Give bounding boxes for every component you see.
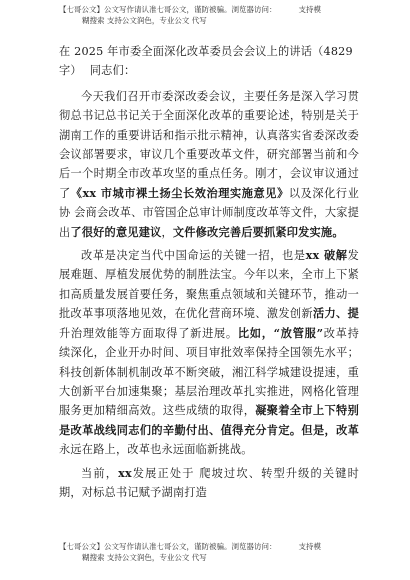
para3-bold-1: xx — [118, 465, 132, 480]
para2-bold-1: xx 破解 — [305, 248, 348, 263]
para2-text-12: 永远在路上，改革也永远面临新挑战。 — [59, 443, 253, 457]
para2-bold-5: 是改革战线同志们的辛勤付出、值得充分肯定。但是， — [59, 422, 337, 437]
para1-comma: ， — [161, 225, 173, 239]
para1-text-1: 今天我们召开市委深改委会议，主要任务是深入学习贯彻总书记总书记关于全面深化改革的重要论述，特别是关于湖南工作的重要讲话和指示批示精神，认真落实省委深改委会议部署要求，审议几个重要改革文件，研究部署当前和今后一个时期全市改革攻坚的重点任务。刚才，会议审议通过了 — [59, 89, 359, 200]
para2-text-1: 改革是决定当代中国命运的关键一招，也是 — [81, 249, 306, 263]
banner-bottom-line-2: 糊搜索 支持公文润色，专业公文 代写 — [82, 553, 207, 562]
para2-bold-4: 凝聚着全市上下特别 — [255, 403, 359, 418]
para1-document-title: 《xx 市城市裸土扬尘长效治理实施意见》 — [70, 185, 289, 200]
para2-bold-3: 比如，“放管服” — [237, 325, 324, 340]
paragraph-1 — [59, 87, 359, 242]
para2-bold-2: 活力、提 — [312, 306, 359, 321]
salutation: 同志们： — [89, 64, 136, 78]
banner-top-line-1 — [59, 4, 321, 15]
para2-text-3: 发 展难题、厚植发展优势的制胜法宝。今年以来，全市上下紧 扣高质量发展首要任务，聚焦重点领域和关键环节，推动一 批改革事项落地见效，在优化营商环境、激发创新 — [59, 249, 359, 321]
para1-bold-1: 了很好的意见建议 — [70, 224, 162, 239]
speech-title-wordcount: 字） — [59, 64, 82, 78]
paragraph-2 — [59, 246, 359, 459]
document-body — [59, 42, 359, 502]
banner-bottom-text-b: 支持模 — [298, 542, 321, 551]
banner-top-text-b: 支持模 — [298, 5, 321, 14]
banner-bottom-line-1 — [59, 541, 321, 552]
banner-top-text-a: 【七哥公文】公文写作请认准七哥公文，谨防被骗。浏览器访问： — [59, 5, 277, 14]
promo-banner-top — [0, 4, 410, 34]
para1-text-3: 以及深化行业协 会商会改革、市管国企总审计师制度改革等文件，大家提出 — [59, 186, 359, 239]
para3-text-1: 当前， — [81, 466, 119, 480]
para1-bold-2: 文件修改完善后要抓紧印发实施。 — [172, 224, 344, 239]
para2-text-7: 改革持 续深化，企业开办时间、项目审批效率保持全国领先水平； — [59, 326, 359, 360]
para3-text-3: 发展正处于 爬坡过坎、转型升级的关键时期，对标总书记赋予湖南打造 — [59, 466, 359, 499]
para2-bold-6: 改革 — [336, 422, 359, 437]
para2-text-8: 科技创新体制机制改革不断突破，湘江科学城建设提速，重 大创新平台加速集聚；基层治理改革扎实推进，网格化管理 服务更加精细高效。这些成绩的取得， — [59, 365, 359, 418]
speech-heading — [59, 42, 359, 81]
para2-text-5: 升治理效能等方面取得了新进展。 — [59, 326, 238, 340]
banner-top-line-2: 糊搜索 支持公文润色，专业公文 代写 — [82, 16, 207, 25]
promo-banner-bottom — [0, 541, 410, 571]
paragraph-3 — [59, 464, 359, 503]
speech-title: 在 2025 年市委全面深化改革委员会会议上的讲话（4829 — [59, 45, 353, 58]
banner-bottom-text-a: 【七哥公文】公文写作请认准七哥公文，谨防被骗。浏览器访问： — [59, 542, 277, 551]
